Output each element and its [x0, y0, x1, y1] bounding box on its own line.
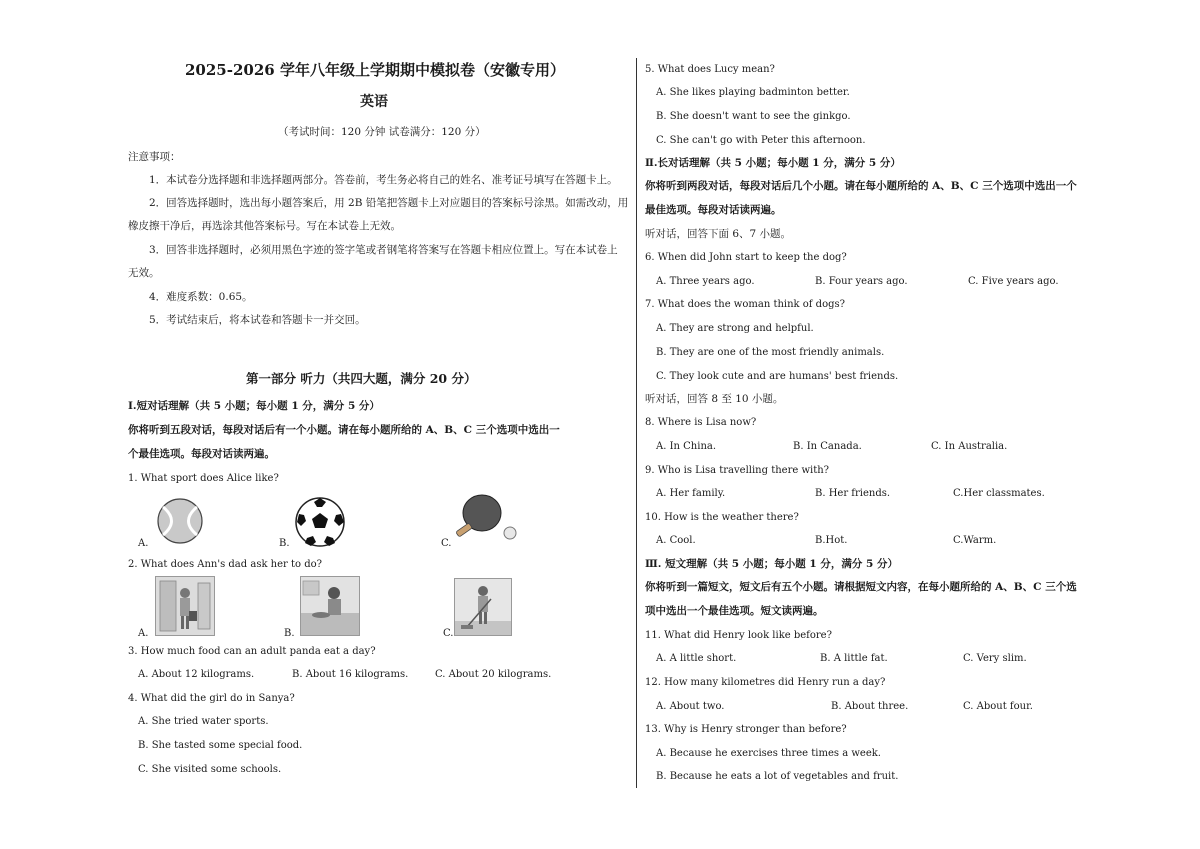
q12-option-a: A. About two. — [656, 701, 725, 712]
note-item-2-cont: 橡皮擦干净后，再选涂其他答案标号。写在本试卷上无效。 — [128, 220, 401, 232]
q1-option-b: B. — [279, 538, 290, 549]
q10-option-a: A. Cool. — [656, 535, 696, 546]
q3-stem: 3. How much food can an adult panda eat a day? — [128, 646, 376, 657]
note-item-5: 5．考试结束后，将本试卷和答题卡一并交回。 — [149, 314, 366, 326]
q7-option-a: A. They are strong and helpful. — [656, 323, 814, 334]
q5-stem: 5. What does Lucy mean? — [645, 64, 775, 75]
girl-sweeping-floor-picture — [454, 578, 512, 636]
q11-option-c: C. Very slim. — [963, 653, 1027, 664]
q7-stem: 7. What does the woman think of dogs? — [645, 299, 845, 310]
q1-stem: 1. What sport does Alice like? — [128, 473, 279, 484]
listen-instruction-6-7: 听对话，回答下面 6、7 小题。 — [645, 228, 792, 240]
q4-stem: 4. What did the girl do in Sanya? — [128, 693, 295, 704]
q2-option-b: B. — [284, 628, 295, 639]
q1-option-a: A. — [138, 538, 149, 549]
girl-cooking-picture — [300, 576, 360, 636]
q11-option-a: A. A little short. — [656, 653, 737, 664]
q8-option-a: A. In China. — [656, 441, 717, 452]
q9-option-b: B. Her friends. — [815, 488, 891, 499]
notes-heading: 注意事项： — [128, 151, 181, 163]
listen-instruction-8-10: 听对话，回答 8 至 10 小题。 — [645, 393, 784, 405]
section1-instruction-2: 个最佳选项。每段对话读两遍。 — [128, 448, 275, 460]
q11-option-b: B. A little fat. — [820, 653, 888, 664]
q4-option-b: B. She tasted some special food. — [138, 740, 303, 751]
q13-option-a: A. Because he exercises three times a week. — [656, 748, 881, 759]
note-item-2: 2．回答选择题时，选出每小题答案后，用 2B 铅笔把答题卡上对应题目的答案标号涂黑。如需改动，用 — [149, 197, 629, 209]
q12-option-b: B. About three. — [831, 701, 909, 712]
q10-stem: 10. How is the weather there? — [645, 512, 799, 523]
q6-option-a: A. Three years ago. — [656, 276, 755, 287]
note-item-3-cont: 无效。 — [128, 267, 160, 279]
q11-stem: 11. What did Henry look like before? — [645, 630, 832, 641]
part1-title: 第一部分 听力（共四大题，满分 20 分） — [246, 371, 477, 386]
section2-instruction-1: 你将听到两段对话，每段对话后几个小题。请在每小题所给的 A、B、C 三个选项中选出一个 — [645, 180, 1077, 192]
q4-option-c: C. She visited some schools. — [138, 764, 282, 775]
ping-pong-paddle-icon — [454, 493, 520, 543]
q10-option-c: C.Warm. — [953, 535, 997, 546]
section2-title: Ⅱ.长对话理解（共 5 小题；每小题 1 分，满分 5 分） — [645, 157, 901, 169]
q7-option-c: C. They look cute and are humans' best friends. — [656, 371, 899, 382]
section1-instruction-1: 你将听到五段对话，每段对话后有一个小题。请在每小题所给的 A、B、C 三个选项中选出一 — [128, 424, 560, 436]
note-item-3: 3．回答非选择题时，必须用黑色字迹的签字笔或者钢笔将答案写在答题卡相应位置上。写在本试卷上 — [149, 244, 618, 256]
q2-option-a: A. — [138, 628, 149, 639]
q10-option-b: B.Hot. — [815, 535, 848, 546]
q1-option-c: C. — [441, 538, 452, 549]
q8-option-b: B. In Canada. — [793, 441, 862, 452]
q3-option-b: B. About 16 kilograms. — [292, 669, 409, 680]
q5-option-b: B. She doesn't want to see the ginkgo. — [656, 111, 851, 122]
q13-option-b: B. Because he eats a lot of vegetables and fruit. — [656, 771, 899, 782]
q7-option-b: B. They are one of the most friendly animals. — [656, 347, 885, 358]
q8-option-c: C. In Australia. — [931, 441, 1008, 452]
soccer-ball-icon — [294, 496, 346, 548]
q13-stem: 13. Why is Henry stronger than before? — [645, 724, 847, 735]
q12-stem: 12. How many kilometres did Henry run a day? — [645, 677, 886, 688]
q9-option-a: A. Her family. — [656, 488, 726, 499]
q5-option-a: A. She likes playing badminton better. — [656, 87, 850, 98]
q9-option-c: C.Her classmates. — [953, 488, 1045, 499]
q9-stem: 9. Who is Lisa travelling there with? — [645, 465, 830, 476]
q6-option-b: B. Four years ago. — [815, 276, 908, 287]
q4-option-a: A. She tried water sports. — [138, 716, 269, 727]
q3-option-c: C. About 20 kilograms. — [435, 669, 552, 680]
column-divider — [636, 58, 637, 788]
exam-title: 2025-2026 学年八年级上学期期中模拟卷（安徽专用） — [185, 61, 565, 79]
tennis-ball-icon — [155, 497, 205, 545]
note-item-1: 1．本试卷分选择题和非选择题两部分。答卷前，考生务必将自己的姓名、准考证号填写在答题卡上。 — [149, 174, 618, 186]
q2-stem: 2. What does Ann's dad ask her to do? — [128, 559, 323, 570]
q8-stem: 8. Where is Lisa now? — [645, 417, 757, 428]
section3-instruction-2: 项中选出一个最佳选项。短文读两遍。 — [645, 605, 824, 617]
section3-title: Ⅲ. 短文理解（共 5 小题；每小题 1 分，满分 5 分） — [645, 558, 898, 570]
q2-option-c: C. — [443, 628, 454, 639]
q12-option-c: C. About four. — [963, 701, 1033, 712]
section1-title: Ⅰ.短对话理解（共 5 小题；每小题 1 分，满分 5 分） — [128, 400, 380, 412]
q5-option-c: C. She can't go with Peter this afternoon. — [656, 135, 866, 146]
section3-instruction-1: 你将听到一篇短文，短文后有五个小题。请根据短文内容，在每小题所给的 A、B、C 三个选 — [645, 581, 1077, 593]
subject-title: 英语 — [360, 94, 388, 110]
q6-option-c: C. Five years ago. — [968, 276, 1059, 287]
note-item-4: 4．难度系数：0.65。 — [149, 291, 253, 303]
q6-stem: 6. When did John start to keep the dog? — [645, 252, 847, 263]
exam-info: （考试时间：120 分钟 试卷满分：120 分） — [278, 126, 486, 138]
girl-taking-out-trash-picture — [155, 576, 215, 636]
q3-option-a: A. About 12 kilograms. — [138, 669, 255, 680]
section2-instruction-2: 最佳选项。每段对话读两遍。 — [645, 204, 782, 216]
